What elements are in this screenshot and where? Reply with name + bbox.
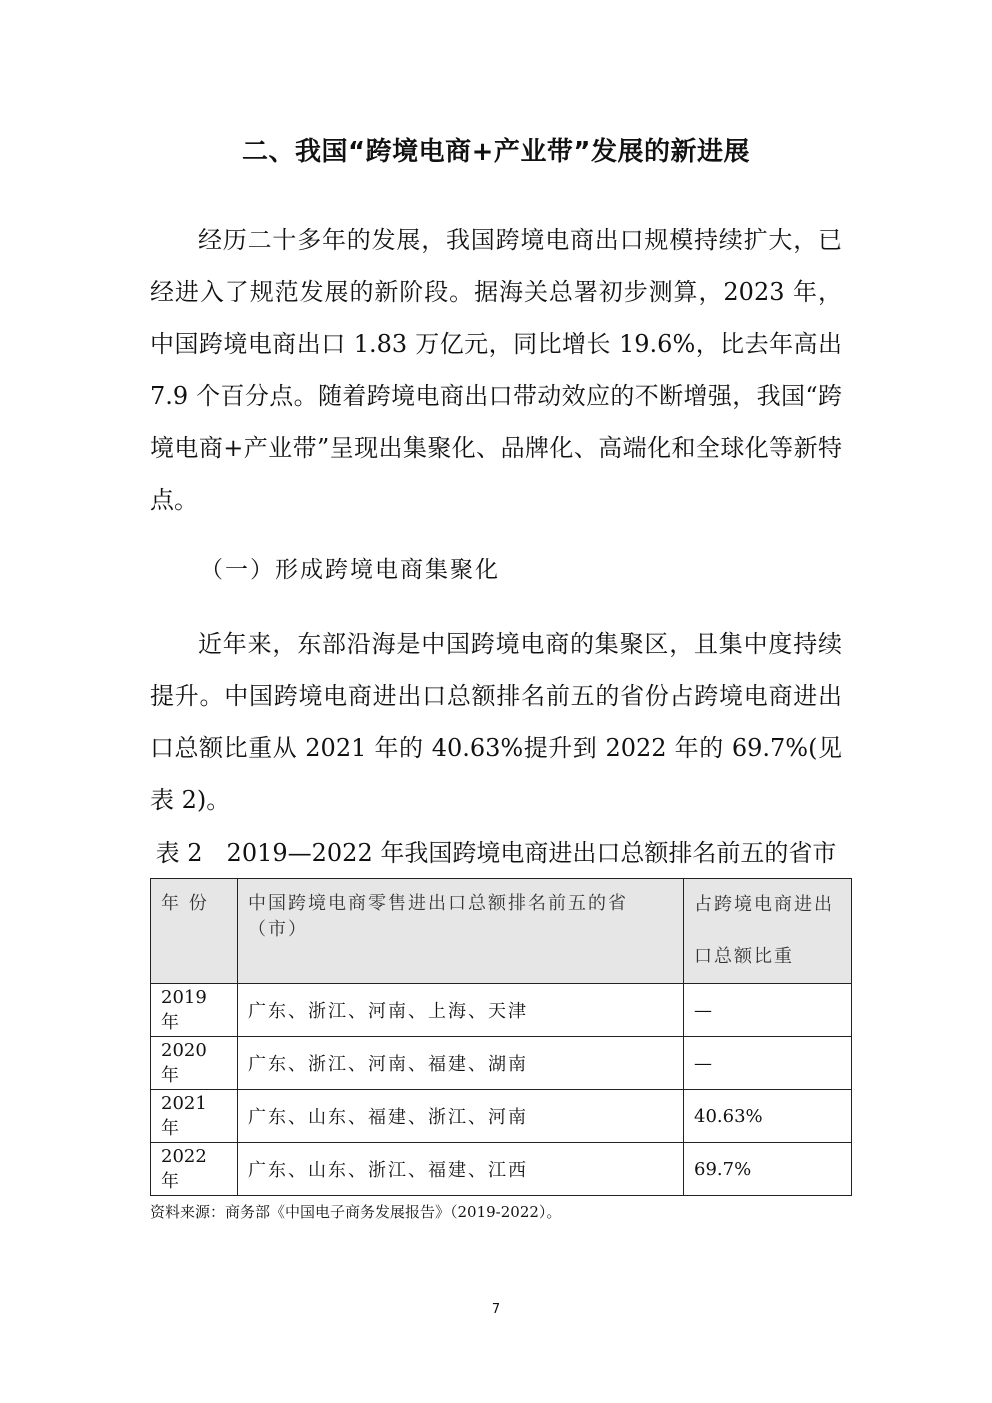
cell-share: 69.7% [684, 1143, 852, 1196]
header-share: 占跨境电商进出口总额比重 [684, 879, 852, 984]
cell-share: 40.63% [684, 1090, 852, 1143]
cell-provinces: 广东、浙江、河南、福建、湖南 [238, 1037, 684, 1090]
table-row [151, 1143, 852, 1196]
cell-year: 2019 年 [151, 984, 238, 1037]
cell-share: — [684, 1037, 852, 1090]
subsection-heading: （一）形成跨境电商集聚化 [200, 557, 500, 583]
table-row [151, 1037, 852, 1090]
table-source-note: 资料来源：商务部《中国电子商务发展报告》（2019-2022）。 [150, 1203, 562, 1221]
header-year: 年 份 [151, 879, 238, 984]
table-row [151, 984, 852, 1037]
cell-year: 2020 年 [151, 1037, 238, 1090]
cell-year: 2022 年 [151, 1143, 238, 1196]
paragraph-clustering: 近年来，东部沿海是中国跨境电商的集聚区，且集中度持续提升。中国跨境电商进出口总额排名前五的省份占跨境电商进出口总额比重从 2021 年的 40.63%提升到 2022 年的 69.7%(见表 2)。 [150, 630, 842, 814]
cell-year: 2021 年 [151, 1090, 238, 1143]
cell-provinces: 广东、山东、福建、浙江、河南 [238, 1090, 684, 1143]
page-number: 7 [491, 1302, 501, 1317]
cell-share: — [684, 984, 852, 1037]
cell-provinces: 广东、山东、浙江、福建、江西 [238, 1143, 684, 1196]
province-ranking-table [150, 878, 852, 1196]
section-heading: 二、我国“跨境电商+产业带”发展的新进展 [242, 137, 750, 167]
table-header-row [151, 879, 852, 984]
cell-provinces: 广东、浙江、河南、上海、天津 [238, 984, 684, 1037]
header-provinces: 中国跨境电商零售进出口总额排名前五的省（市） [238, 879, 684, 984]
paragraph-overview: 经历二十多年的发展，我国跨境电商出口规模持续扩大，已经进入了规范发展的新阶段。据海关总署初步测算，2023 年，中国跨境电商出口 1.83 万亿元，同比增长 19.6%，比去年高出 7.9 个百分点。随着跨境电商出口带动效应的不断增强，我国“跨境电商+产业带”呈现出集聚化、品牌化、高端化和全球化等新特点。 [150, 226, 842, 514]
table-row [151, 1090, 852, 1143]
table-caption: 表 2 2019—2022 年我国跨境电商进出口总额排名前五的省市 [155, 839, 837, 867]
